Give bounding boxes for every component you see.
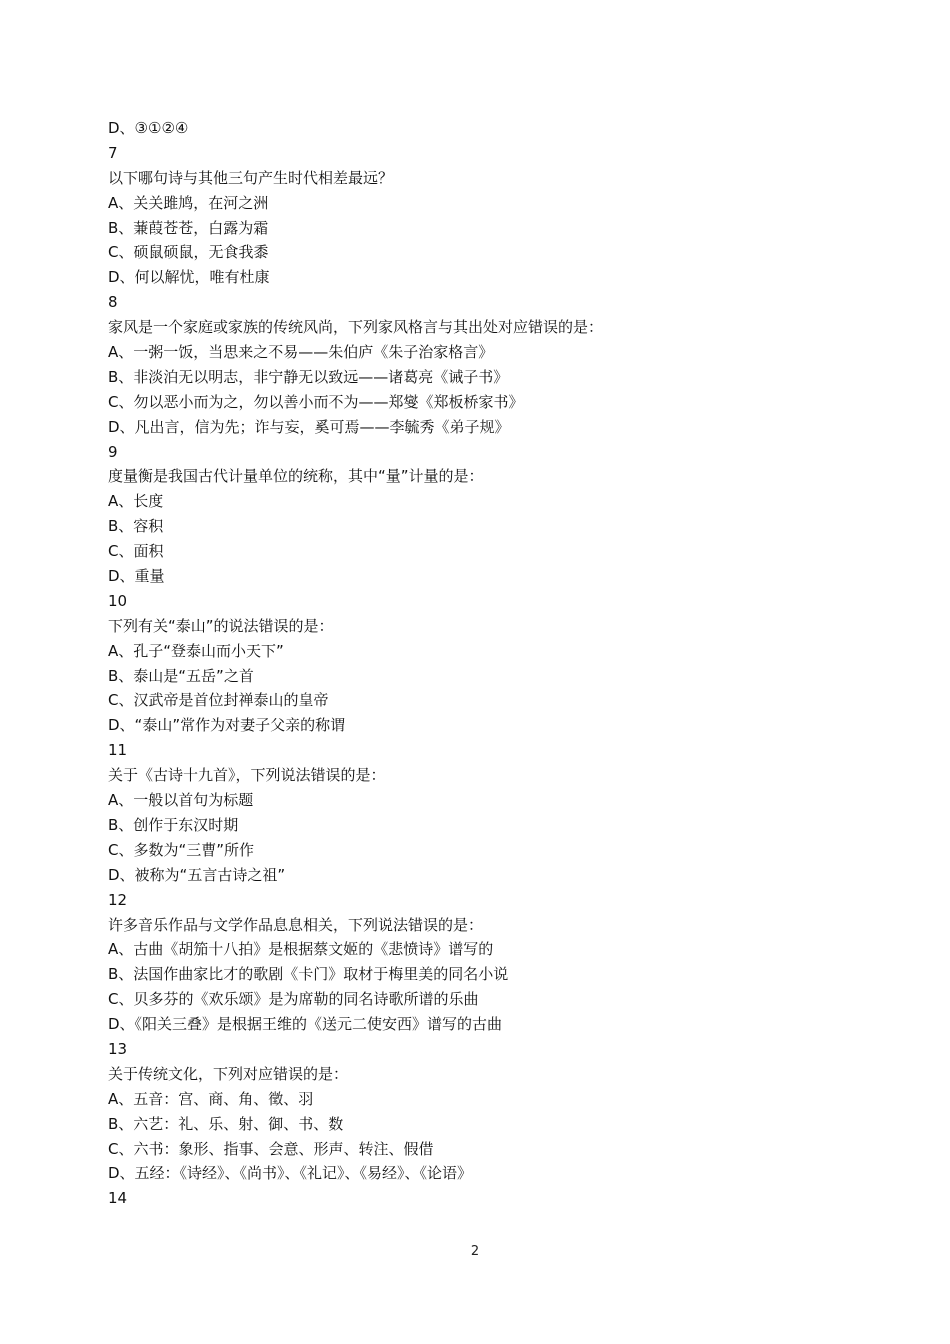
option-line: A、长度 [108, 492, 164, 511]
option-line: B、非淡泊无以明志，非宁静无以致远——诸葛亮《诫子书》 [108, 367, 509, 386]
option-line: D、何以解忧，唯有杜康 [108, 268, 270, 287]
option-line: A、一般以首句为标题 [108, 791, 254, 810]
option-line: C、硕鼠硕鼠，无食我黍 [108, 243, 269, 262]
question-number: 9 [108, 442, 118, 461]
option-line: C、勿以恶小而为之，勿以善小而不为——郑燮《郑板桥家书》 [108, 392, 524, 411]
question-text: 关于《古诗十九首》，下列说法错误的是： [108, 766, 386, 785]
option-line: C、六书：象形、指事、会意、形声、转注、假借 [108, 1139, 434, 1158]
option-line: D、被称为“五言古诗之祖” [108, 865, 286, 884]
option-line: D、《阳关三叠》是根据王维的《送元二使安西》谱写的古曲 [108, 1015, 503, 1034]
option-line: A、一粥一饭，当思来之不易——朱伯庐《朱子治家格言》 [108, 343, 494, 362]
question-text: 以下哪句诗与其他三句产生时代相差最远？ [108, 168, 394, 187]
option-line: D、凡出言，信为先；诈与妄，奚可焉——李毓秀《弟子规》 [108, 417, 510, 436]
option-line: B、容积 [108, 517, 164, 536]
option-line: B、创作于东汉时期 [108, 815, 239, 834]
option-line: A、五音：宫、商、角、徵、羽 [108, 1089, 314, 1108]
option-line: C、面积 [108, 542, 164, 561]
option-line: A、古曲《胡笳十八拍》是根据蔡文姬的《悲愤诗》谱写的 [108, 940, 494, 959]
question-number: 7 [108, 143, 118, 162]
document-body [108, 116, 868, 1211]
question-number: 14 [108, 1189, 128, 1208]
question-text: 关于传统文化，下列对应错误的是： [108, 1064, 349, 1083]
question-text: 下列有关“泰山”的说法错误的是： [108, 616, 334, 635]
question-number: 11 [108, 741, 128, 760]
page-number: 2 [470, 1244, 480, 1259]
option-line: C、贝多芬的《欢乐颂》是为席勒的同名诗歌所谱的乐曲 [108, 990, 479, 1009]
question-number: 10 [108, 591, 128, 610]
question-number: 13 [108, 1039, 128, 1058]
question-text: 家风是一个家庭或家族的传统风尚，下列家风格言与其出处对应错误的是： [108, 318, 604, 337]
option-line: D、重量 [108, 567, 165, 586]
option-line: B、六艺：礼、乐、射、御、书、数 [108, 1114, 344, 1133]
option-line: D、“泰山”常作为对妻子父亲的称谓 [108, 716, 346, 735]
question-number: 8 [108, 293, 118, 312]
question-number: 12 [108, 890, 128, 909]
option-line: B、泰山是“五岳”之首 [108, 666, 254, 685]
question-text: 度量衡是我国古代计量单位的统称，其中“量”计量的是： [108, 467, 484, 486]
option-line: C、多数为“三曹”所作 [108, 840, 255, 859]
option-line: B、法国作曲家比才的歌剧《卡门》取材于梅里美的同名小说 [108, 965, 509, 984]
option-line: A、关关雎鸠，在河之洲 [108, 193, 269, 212]
option-line: A、孔子“登泰山而小天下” [108, 641, 284, 660]
question-text: 许多音乐作品与文学作品息息相关，下列说法错误的是： [108, 915, 484, 934]
option-line: D、③①②④ [108, 119, 189, 137]
option-line: D、五经：《诗经》、《尚书》、《礼记》、《易经》、《论语》 [108, 1164, 473, 1183]
option-line: C、汉武帝是首位封禅泰山的皇帝 [108, 691, 329, 710]
option-line: B、蒹葭苍苍，白露为霜 [108, 218, 269, 237]
